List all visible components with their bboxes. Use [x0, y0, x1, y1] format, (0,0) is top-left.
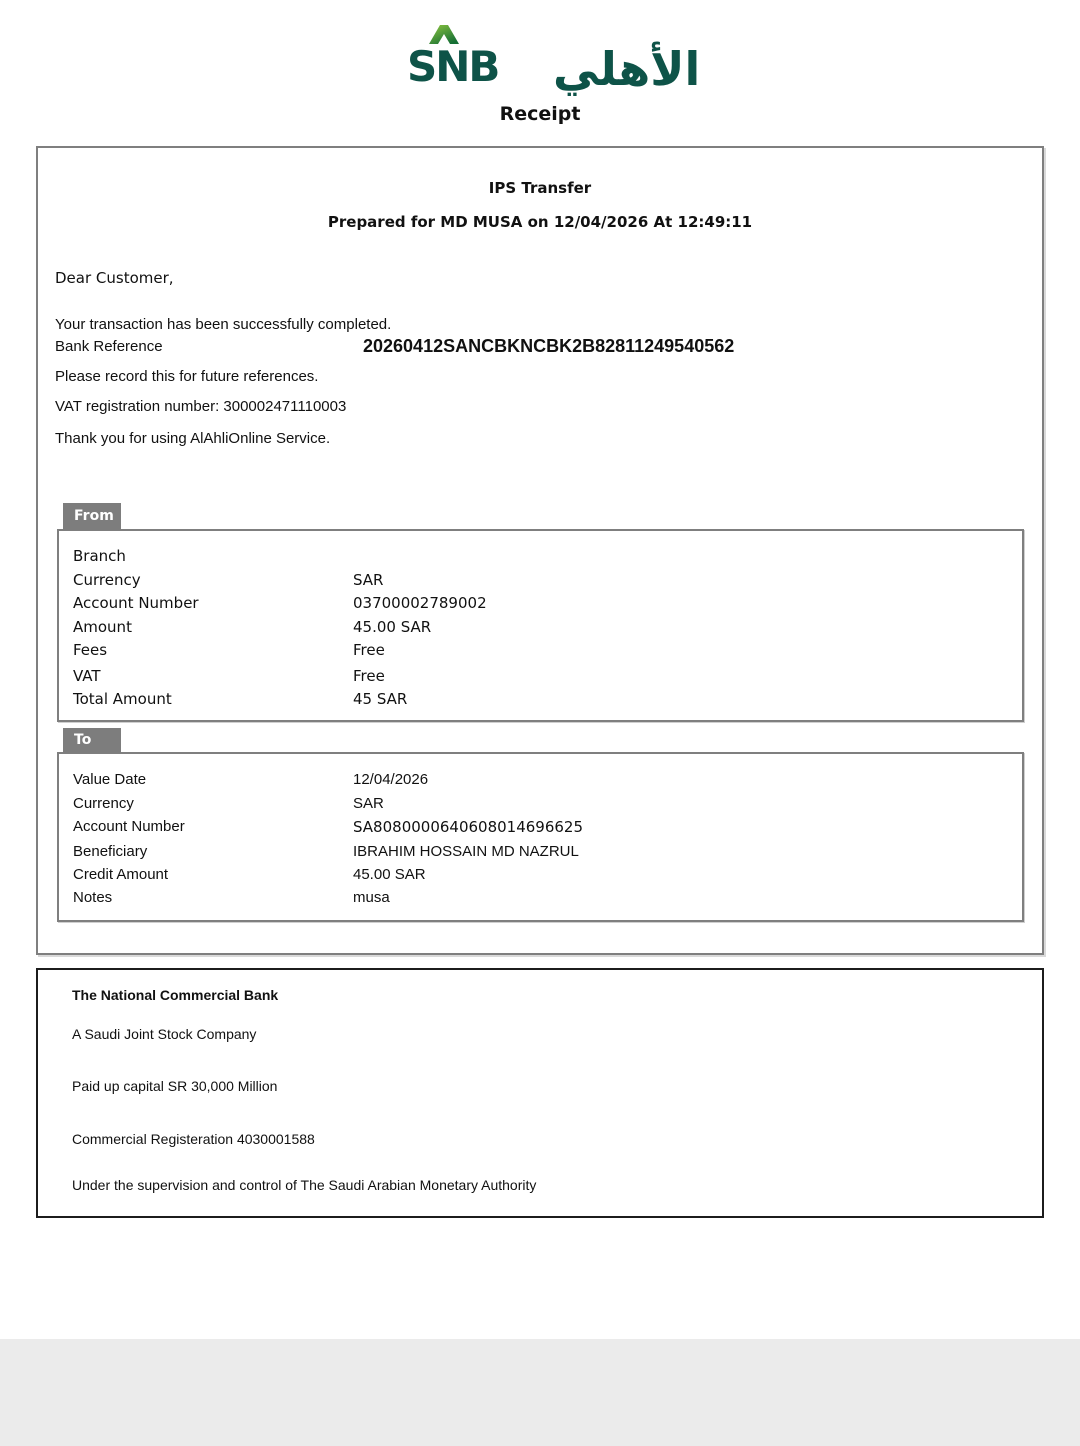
from-tab: From: [63, 503, 121, 530]
row-label: Fees: [73, 641, 108, 659]
row-label: Branch: [73, 547, 126, 565]
table-row: [59, 816, 1022, 838]
prepared-line: Prepared for MD MUSA on 12/04/2026 At 12:49:11: [327, 213, 753, 231]
row-label: Notes: [73, 889, 113, 906]
row-value: 45.00 SAR: [353, 618, 432, 636]
thanks-line: Thank you for using AlAhliOnline Service.: [55, 430, 331, 447]
receipt-heading: IPS Transfer: [488, 179, 592, 197]
brand-latin-text: SNB: [407, 42, 499, 91]
table-row: [59, 569, 1022, 591]
bank-reference-label: Bank Reference: [55, 338, 163, 355]
table-row: [59, 688, 1022, 710]
row-value: SAR: [353, 571, 384, 589]
receipt-card: [36, 146, 1044, 955]
record-line: Please record this for future references.: [55, 368, 319, 385]
row-label: Total Amount: [73, 690, 172, 708]
footer-line: Under the supervision and control of The Saudi Arabian Monetary Authority: [72, 1177, 537, 1193]
bank-reference-value: 20260412SANCBKNCBK2B82811249540562: [363, 336, 735, 356]
table-row: [59, 841, 1022, 863]
table-row: [59, 616, 1022, 638]
table-row: [59, 592, 1022, 614]
success-line: Your transaction has been successfully completed.: [55, 316, 392, 333]
chevron-icon: [429, 22, 459, 44]
vat-registration-line: VAT registration number: 300002471110003: [55, 398, 347, 415]
row-label: Currency: [73, 795, 134, 812]
bottom-gray-band: [0, 1339, 1080, 1446]
table-row: [59, 545, 1022, 567]
row-value: IBRAHIM HOSSAIN MD NAZRUL: [353, 843, 579, 860]
row-label: VAT: [73, 667, 101, 685]
row-value: 03700002789002: [353, 594, 487, 612]
greeting-line: Dear Customer,: [55, 269, 174, 287]
table-row: [59, 769, 1022, 791]
snb-logo: [407, 20, 701, 116]
footer-line: Paid up capital SR 30,000 Million: [72, 1078, 278, 1094]
footer-line: A Saudi Joint Stock Company: [72, 1026, 257, 1042]
row-label: Beneficiary: [73, 843, 148, 860]
to-tab: To: [63, 728, 121, 753]
row-label: Amount: [73, 618, 132, 636]
page-title: Receipt: [499, 103, 581, 125]
row-value: Free: [353, 667, 385, 685]
to-box: [57, 752, 1024, 922]
row-value: 45 SAR: [353, 690, 408, 708]
footer-card: [36, 968, 1044, 1218]
row-value: musa: [353, 889, 390, 906]
row-label: Value Date: [73, 771, 147, 788]
table-row: [59, 793, 1022, 815]
table-row: [59, 639, 1022, 661]
footer-bank-name: The National Commercial Bank: [72, 987, 279, 1003]
row-value: Free: [353, 641, 385, 659]
brand-arabic-text: الأهلي: [553, 42, 701, 96]
row-label: Account Number: [73, 818, 185, 835]
table-row: [59, 887, 1022, 909]
row-value: SAR: [353, 795, 384, 812]
row-value: 45.00 SAR: [353, 866, 426, 883]
row-label: Currency: [73, 571, 141, 589]
row-label: Credit Amount: [73, 866, 169, 883]
table-row: [59, 864, 1022, 886]
row-label: Account Number: [73, 594, 199, 612]
table-row: [59, 665, 1022, 687]
from-box: [57, 529, 1024, 722]
footer-line: Commercial Registeration 4030001588: [72, 1131, 315, 1147]
row-value: 12/04/2026: [353, 771, 429, 788]
row-value: SA8080000640608014696625: [353, 818, 584, 836]
